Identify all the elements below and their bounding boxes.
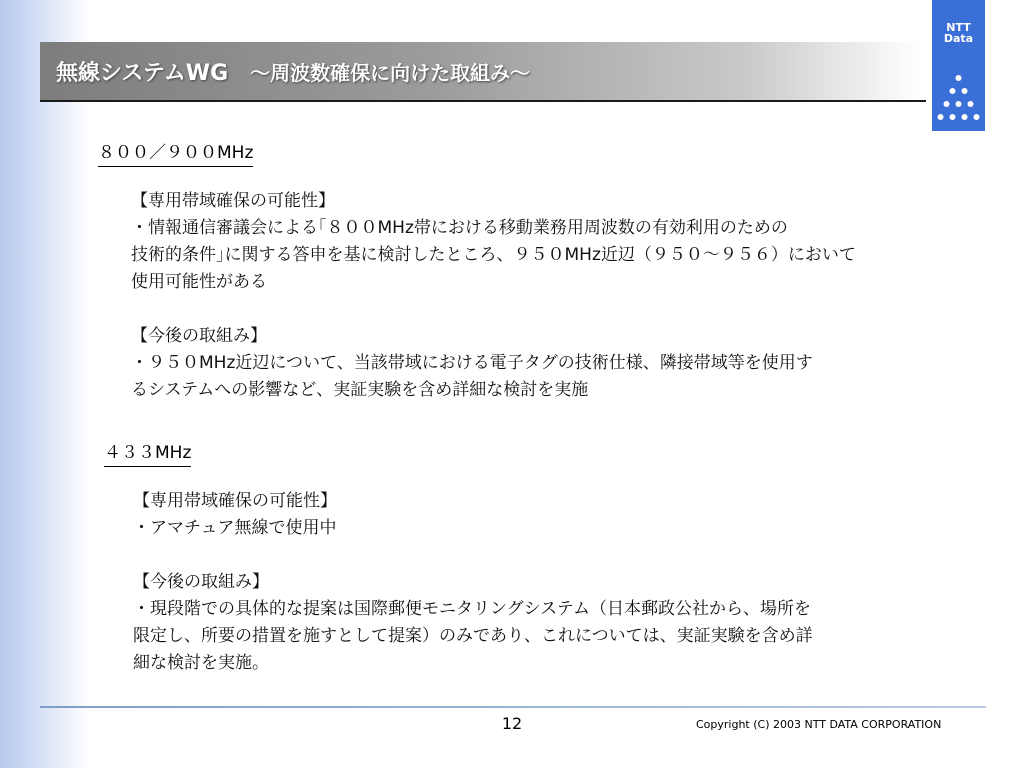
section1-possibility-line: 使用可能性がある [131, 272, 267, 292]
section1-future-heading: 【今後の取組み】 [131, 326, 267, 346]
section2-possibility-heading: 【専用帯域確保の可能性】 [133, 491, 337, 511]
section1-possibility-line: ・情報通信審議会による｢８００MHz帯における移動業務用周波数の有効利用のための [131, 218, 788, 238]
section1-possibility-heading: 【専用帯域確保の可能性】 [131, 191, 335, 211]
section2-possibility-line: ・アマチュア無線で使用中 [133, 518, 337, 538]
copyright-text: Copyright (C) 2003 NTT DATA CORPORATION [696, 718, 942, 731]
section1-future-line: るシステムへの影響など、実証実験を含め詳細な検討を実施 [131, 380, 589, 400]
logo-dots-icon [932, 72, 985, 122]
slide-title-main: 無線システムWG [56, 61, 229, 86]
section1-possibility-line: 技術的条件｣に関する答申を基に検討したところ、９５０MHz近辺（９５０〜９５６）において [131, 245, 856, 265]
title-underline [40, 100, 926, 102]
section2-future-line: ・現段階での具体的な提案は国際郵便モニタリングシステム（日本郵政公社から、場所を [133, 599, 811, 619]
section2-future-line: 細な検討を実施。 [133, 653, 269, 673]
section2-future-line: 限定し、所要の措置を施すとして提案）のみであり、これについては、実証実験を含め詳 [133, 626, 813, 646]
section1-future-line: ・９５０MHz近辺について、当該帯域における電子タグの技術仕様、隣接帯域等を使用す [131, 353, 813, 373]
section2-future-heading: 【今後の取組み】 [133, 572, 269, 592]
logo-text-line1: NTT [946, 21, 971, 34]
footer-rule [40, 706, 986, 708]
slide-title [56, 55, 530, 91]
section1-body [131, 188, 991, 404]
page-number: 12 [501, 714, 523, 733]
section2-body [133, 488, 993, 677]
logo-text-line2: Data [943, 32, 974, 45]
logo-text [932, 22, 985, 44]
section-heading-800-900mhz: ８００／９００MHz [98, 142, 253, 167]
section-heading-433mhz: ４３３MHz [104, 442, 191, 467]
left-decorative-gradient [0, 0, 90, 768]
slide-subtitle: 〜周波数確保に向けた取組み〜 [250, 61, 531, 85]
ntt-data-logo [932, 0, 985, 131]
